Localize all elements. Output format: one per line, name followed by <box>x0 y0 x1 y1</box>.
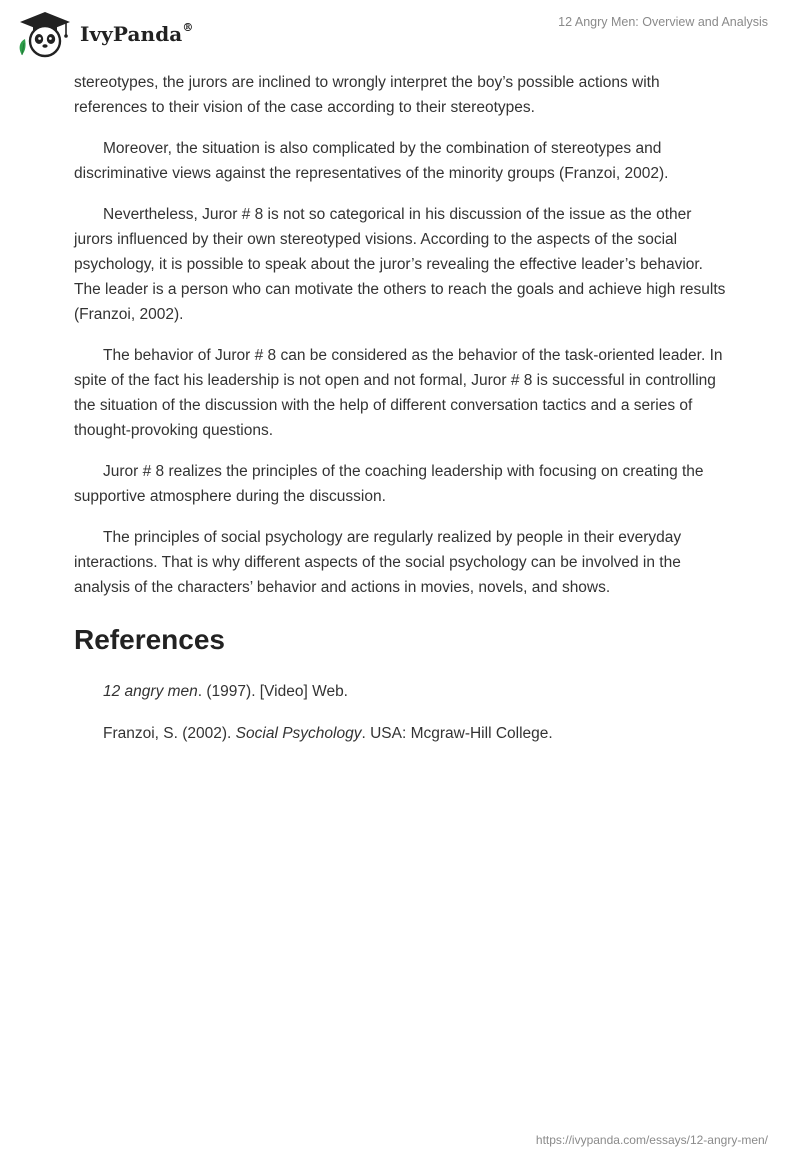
brand-name: IvyPanda® <box>80 21 194 46</box>
reference-item <box>103 722 726 746</box>
reference-title: 12 angry men <box>103 683 198 700</box>
paragraph: stereotypes, the jurors are inclined to wrongly interpret the boy’s possible actions with references to their vision of the case according to their stereotypes. <box>74 74 660 116</box>
reference-title: Social Psychology <box>235 725 362 742</box>
reference-item <box>103 680 726 704</box>
paragraph: Moreover, the situation is also complicated by the combination of stereotypes and discriminative views against the representatives of the minority groups (Franzoi, 2002). <box>74 140 669 182</box>
ivypanda-logo[interactable] <box>16 9 193 59</box>
panda-graduate-icon <box>16 9 74 59</box>
running-title: 12 Angry Men: Overview and Analysis <box>558 15 768 29</box>
paragraph: Nevertheless, Juror # 8 is not so categorical in his discussion of the issue as the other jurors influenced by their own stereotyped visions. According to the aspects of the social psychology, it is possible to speak about the juror’s revealing the effective leader’s behavior. The leader is a person who can motivate the others to reach the goals and achieve high results (Franzoi, 2002). <box>74 206 726 323</box>
reference-details: . (1997). [Video] Web. <box>197 683 348 700</box>
paragraph: Juror # 8 realizes the principles of the coaching leadership with focusing on creating the supportive atmosphere during the discussion. <box>74 463 704 505</box>
references-heading: References <box>74 624 225 655</box>
reference-author: Franzoi, S. (2002). <box>103 725 236 742</box>
paragraph: The principles of social psychology are regularly realized by people in their everyday interactions. That is why different aspects of the social psychology can be involved in the analysis of the characters’ behavior and actions in movies, novels, and shows. <box>74 529 682 596</box>
source-url[interactable]: https://ivypanda.com/essays/12-angry-men/ <box>535 1133 768 1147</box>
page-header <box>0 0 800 70</box>
essay-content <box>74 70 726 764</box>
reference-details: . USA: Mcgraw-Hill College. <box>361 725 553 742</box>
paragraph: The behavior of Juror # 8 can be considered as the behavior of the task-oriented leader. In spite of the fact his leadership is not open and not formal, Juror # 8 is successful in controlling the situation of the discussion with the help of different conversation tactics and a series of thought-provoking questions. <box>74 347 723 439</box>
